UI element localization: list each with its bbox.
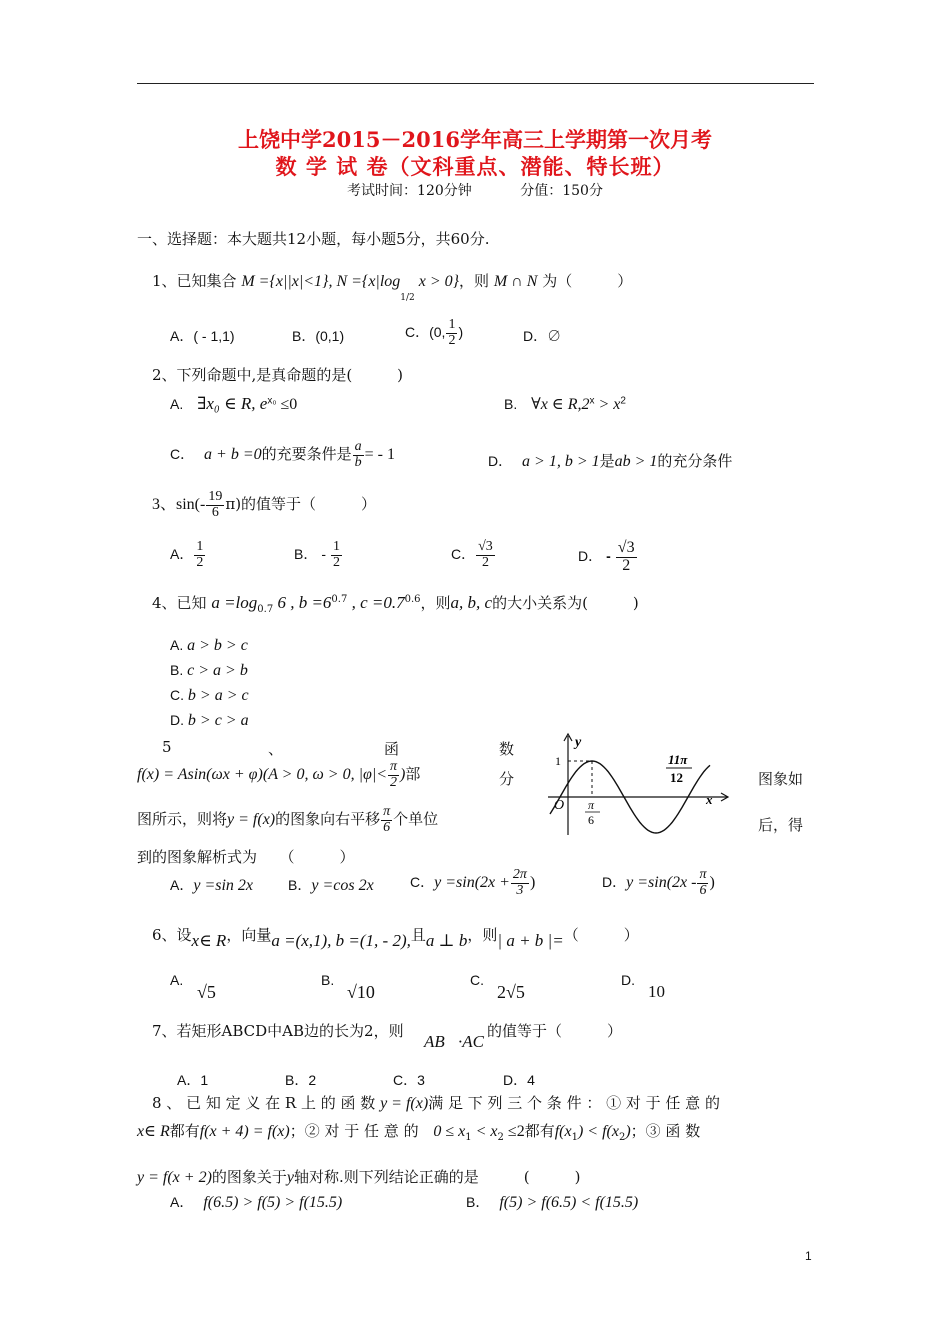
q4-expr: a =log [211,593,258,612]
q5-option-d[interactable]: D．y =sin(2x - $\frac{\pi}{6}$ ) [602,867,715,898]
q4-d-expr: b > c > a [187,712,249,729]
q8-l2g: ≤2 [503,1123,525,1140]
q3-d-frac [616,540,637,575]
q8-l3b: 的图象关于 [211,1168,287,1186]
q2-option-c[interactable] [170,440,395,470]
exam-title: 上饶中学2015－2016学年高三上学期第一次月考 [238,127,712,152]
q3-c-frac [476,540,495,570]
q5-l3a: 图所示，则将 [137,810,228,829]
q5-c-label: C． [410,873,435,890]
q5-c-expr: y =sin(2x + [434,873,510,891]
graph-origin: O [554,798,565,813]
section-heading: 一、选择题：本大题共12小题，每小题5分，共60分. [137,230,490,248]
q6-stem: 6、设 [152,926,192,944]
q3-tail: π)的值等于（ ） [225,495,377,514]
q4-option-a[interactable] [170,637,248,655]
q2-a-expr: ∃x₀ ∈ R, e [197,394,268,413]
q1-c-den: 2 [448,332,456,348]
q5-part: 部 [405,765,421,784]
q4-c-label: C. [170,687,184,703]
q3-b-sign: - [321,545,327,562]
q5-sine-graph [540,730,740,838]
q3-a-label: A． [170,545,194,562]
q5-l3b: y = f(x) [227,811,276,829]
q8-option-b[interactable] [466,1192,638,1212]
q1-stem: 1、已知集合 [152,272,237,290]
q4-base: 0.7 [257,604,274,615]
q3-option-d[interactable] [578,540,638,575]
q2-c-label: C． [170,445,195,462]
q2-b-sup: x [589,395,595,407]
q5-c-num: 2π [512,867,527,882]
q3-a-num: 1 [196,539,204,554]
q1-option-c-label: C．(0, [405,323,446,340]
q4-a-label: A. [170,637,184,653]
q6-option-b[interactable]: √10 [347,982,375,1002]
q6-t2: 且 [410,926,426,944]
q5-d-num: π [699,867,707,882]
q1-c-num: 1 [448,317,456,332]
q3-b-num: 1 [333,539,341,554]
q1-then: ，则 [459,272,490,290]
q4-a-expr: a > b > c [187,637,248,654]
q3-c-label: C． [451,545,476,562]
q7-ask: 的值等于（ ） [487,1022,623,1040]
q8-option-a[interactable] [170,1192,342,1212]
q6-t3: ，则 [467,926,498,944]
q7-option-b[interactable]: B．2 [285,1072,317,1088]
q2-d-expr2: ab > 1 [614,453,658,470]
q8-l2l: ；③ 函 数 [630,1122,701,1140]
q5-d-frac [697,868,708,898]
question-6 [152,924,639,950]
q5-graph-text: 图象如 [758,770,804,788]
q6-option-d[interactable]: 10 [648,982,665,1001]
q5-func-tail: ) [400,766,406,784]
q5-func: f(x) = Asin(ωx + φ)(A > 0, ω > 0, |φ|< [137,766,388,784]
q2-d-label: D． [488,453,513,469]
q6-e3: a ⊥ b [425,931,468,950]
q6-option-c[interactable]: 2√5 [497,982,525,1002]
q8-l3c: y [286,1169,295,1186]
q4-d-label: D. [170,712,184,728]
question-3 [152,490,376,520]
q8-l2h: 都有 [524,1122,555,1140]
graph-y-label: y [575,735,582,750]
q4-mid: ，则 [420,594,451,612]
q3-den: 6 [211,504,219,520]
question-2: 2、下列命题中,是真命题的是( ) [152,366,404,384]
q7-option-c[interactable]: C．3 [393,1072,425,1088]
q6-option-a-label: A. [170,972,184,988]
q3-b-frac [331,540,342,570]
q4-c-expr: b > a > c [187,687,249,704]
q1-ask: 为（ ） [542,272,633,290]
q5-d-label: D． [602,873,627,890]
q4-option-b[interactable] [170,662,248,680]
question-4 [152,592,639,615]
q6-e1: x∈ R [191,931,227,950]
q4-stem: 4、已知 [152,594,207,612]
q4-b-label: B. [170,662,184,678]
q1-option-b[interactable]: B．(0,1) [292,328,345,344]
q5-func-frac [388,760,399,790]
q8-l3d: 轴对称.则下列结论正确的是 ( ) [294,1168,581,1186]
q6-ask: （ ） [563,926,639,944]
question-7 [152,1020,404,1041]
q2-b-sup2: 2 [620,395,626,407]
q8-line1 [152,1092,720,1113]
q8-l2b: 都有 [169,1122,200,1140]
q3-d-sign: - [606,548,611,564]
q8-l2i: f(x [554,1123,572,1140]
q2-option-d[interactable] [488,450,732,471]
q8-l1-tail: 满 足 下 列 三 个 条 件 ： ① 对 于 任 意 的 [428,1094,720,1112]
q2-c-frac [353,440,364,470]
exam-subtitle: 数 学 试 卷（文科重点、潜能、特长班） [275,154,675,179]
q2-d-text2: 的充分条件 [657,453,733,470]
q5-d-den: 6 [699,882,707,898]
graph-end-den: 12 [670,770,683,785]
q4-b-expr: c > a > b [187,662,248,679]
q5-word2: 数 [499,740,515,758]
q5-option-c[interactable]: C．y =sin(2x + $\frac{2\pi}{3}$ ) [410,867,536,898]
q4-expr3: , c =0.7 [347,593,405,612]
q1-option-d[interactable]: D．∅ [523,328,562,344]
q6-option-a[interactable]: √5 [197,982,216,1002]
q6-option-b-label: B. [321,972,335,988]
q1-set-def: M ={x||x|<1}, N ={x|log [241,273,401,290]
q5-a-label: A． [170,877,194,893]
q5-c-frac [511,868,529,898]
q5-func-num: π [390,759,398,774]
q2-b-tail: > x [594,396,621,413]
q8-b-expr: f(5) > f(6.5) < f(15.5) [499,1194,639,1211]
q5-c-den: 3 [516,882,524,898]
q3-option-b[interactable] [294,540,343,570]
q5-b-label: B． [288,877,312,893]
q2-b-label: B. [504,396,518,412]
q6-option-d-label: D. [621,972,635,988]
q8-l2k: ) [625,1123,631,1140]
q3-a-den: 2 [196,554,204,570]
q3-b-den: 2 [333,554,341,570]
graph-one: 1 [555,754,561,768]
q8-a-label: A． [170,1194,194,1210]
q2-d-expr: a > 1, b > 1 [522,453,600,470]
q5-sep: 、 [268,740,284,758]
q5-word1: 函 [384,740,400,758]
q4-option-c[interactable] [170,687,249,705]
q3-b-label: B． [294,545,318,562]
q8-b-label: B． [466,1194,490,1210]
q2-a-label: A. [170,396,184,412]
q6-e2: a =(x,1), b =(1, - 2), [271,931,411,950]
q5-shift-frac [381,805,392,835]
q8-a-expr: f(6.5) > f(5) > f(15.5) [203,1194,343,1211]
q5-option-a[interactable] [170,875,253,895]
q3-c-num: √3 [478,539,493,554]
q5-func-line [137,760,420,790]
q1-option-c[interactable]: C．(0, $\frac{1}{2}$ ) [405,317,464,348]
q8-line3 [137,1166,581,1187]
q5-shift-num: π [383,804,391,819]
q1-log-base: 1/2 [400,293,415,303]
q8-l2c: f(x + 4) = f(x) [199,1123,290,1140]
page-number: 1 [805,1249,812,1263]
q8-l2j: ) < f(x [577,1123,619,1140]
q5-line3 [137,805,438,835]
q3-d-den: 2 [622,556,631,574]
q1-expr: M ∩ N [493,273,538,290]
q2-a-sup: x₀ [267,395,277,407]
q8-l3a: y = f(x + 2) [137,1169,212,1186]
q2-c-expr: a + b =0 [204,445,262,463]
q7-option-d[interactable]: D．4 [503,1072,535,1088]
q3-option-c[interactable] [451,540,496,570]
q2-c-num: a [354,439,362,454]
q1-option-c-frac [446,318,457,348]
q8-l2d: ；② 对 于 任 意 的 [289,1122,419,1140]
q3-c-den: 2 [481,554,489,570]
q2-c-text: 的充要条件是 [261,445,352,463]
q4-exp1: 0.7 [331,594,348,605]
q2-a-tail: ≤0 [276,396,298,413]
q7-option-a[interactable]: A．1 [177,1072,209,1088]
q5-line4: 到的图象解析式为 （ ） [137,848,355,866]
graph-pi-den: 6 [588,813,594,827]
q1-option-a[interactable]: A．( - 1,1) [170,328,235,344]
q1-set-tail: x > 0} [414,273,460,290]
q5-l3e: 后，得 [758,816,804,834]
q8-l2a: x∈ R [137,1123,170,1140]
q3-d-label: D． [578,548,603,564]
q5-l3d: 个单位 [393,810,439,829]
q2-c-tail: = - 1 [364,445,395,463]
q7-stem: 7、若矩形ABCD中AB边的长为2，则 [152,1022,404,1040]
q3-d-num: √3 [617,539,635,556]
q2-d-text: 是 [599,453,615,470]
exam-score: 分值：150分 [520,183,603,199]
q5-l3c: 的图象向右平移 [275,810,381,829]
q3-stem: 3、sin(- [152,496,206,514]
q2-option-b[interactable] [504,394,626,414]
q8-l1-expr: y = f(x) [380,1095,429,1112]
q5-option-b[interactable] [288,875,374,895]
q4-vars: a, b, c [450,593,493,612]
q5-fen: 分 [499,770,515,788]
q5-func-den: 2 [390,774,398,790]
q6-t1: ，向量 [226,926,272,944]
q5-d-expr: y =sin(2x - [626,873,697,891]
q6-e4: | a + b |= [497,931,564,950]
q4-exp2: 0.6 [404,594,421,605]
q3-frac [206,490,224,520]
q6-option-c-label: C. [470,972,484,988]
exam-info [0,180,950,200]
q3-option-a[interactable] [170,540,206,570]
q8-l2f: < x [471,1123,498,1140]
header-rule [137,83,814,84]
q7-expr: AB⃗·AC⃗ [424,1032,498,1051]
graph-pi-num: π [588,798,595,812]
q3-num: 19 [208,489,223,504]
q8-l1: 8 、 已 知 定 义 在 R 上 的 函 数 [152,1094,376,1112]
q4-ask: 的大小关系为( ) [492,594,639,612]
q2-b-expr: ∀x ∈ R,2 [531,396,590,413]
q4-option-d[interactable] [170,712,249,730]
q5-num: 5 [162,738,172,756]
q8-l2e: 0 ≤ x [433,1123,466,1140]
graph-end-num: 11π [668,752,688,767]
q3-a-frac [194,540,205,570]
q8-line2: x∈ R都有f(x + 4) = f(x)；② 对 于 任 意 的 $0 \le x_1 < x_2 \le 2$都有$f(x_1) < f(x_2)$；③ 函 数 [137,1122,701,1143]
graph-x-label: x [706,792,713,807]
q5-b-expr: y =cos 2x [311,877,374,894]
question-1 [152,270,633,303]
q2-option-a[interactable] [170,394,297,414]
exam-time: 考试时间：120分钟 [347,183,472,199]
q5-a-expr: y =sin 2x [193,877,254,894]
q2-c-den: b [354,454,362,470]
q5-shift-den: 6 [383,819,391,835]
q4-expr2: 6 , b =6 [273,593,332,612]
